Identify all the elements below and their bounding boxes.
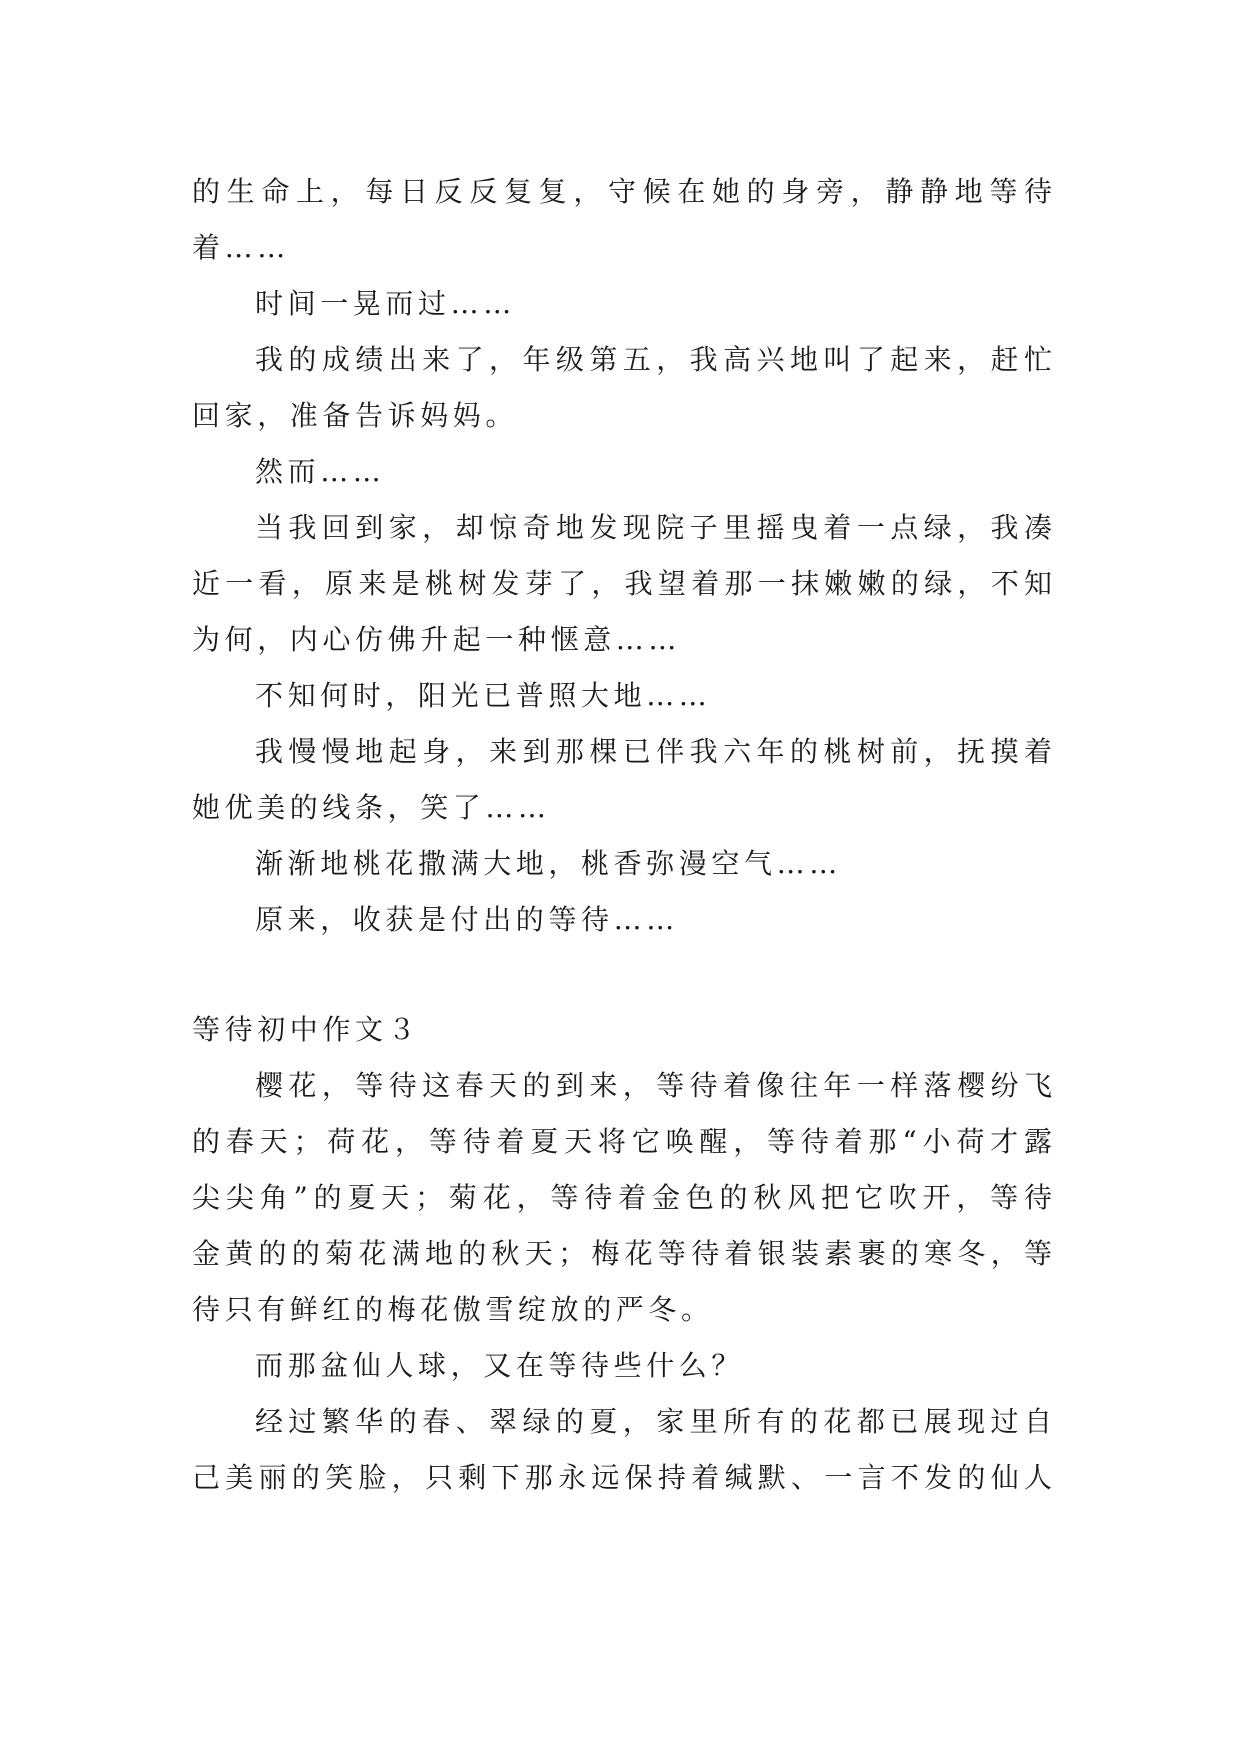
text-line: 时间一晃而过…… [255, 287, 516, 320]
text-line: 的生命上，每日反反复复，守候在她的身旁，静静地等待 [192, 175, 1052, 208]
text-line: 尖尖角”的夏天；菊花，等待着金色的秋风把它吹开，等待 [192, 1181, 1052, 1214]
text-line: 己美丽的笑脸，只剩下那永远保持着缄默、一言不发的仙人 [192, 1461, 1052, 1494]
text-line: 我的成绩出来了，年级第五，我高兴地叫了起来，赶忙 [255, 343, 1052, 376]
text-line: 不知何时，阳光已普照大地…… [255, 679, 712, 712]
text-line: 的春天；荷花，等待着夏天将它唤醒，等待着那“小荷才露 [192, 1125, 1052, 1158]
text-line: 待只有鲜红的梅花傲雪绽放的严冬。 [192, 1293, 714, 1326]
text-line: 然而…… [255, 455, 386, 488]
text-line: 原来，收获是付出的等待…… [255, 903, 679, 936]
section-gap [192, 948, 1052, 1002]
text-line: 当我回到家，却惊奇地发现院子里摇曳着一点绿，我凑 [255, 511, 1052, 544]
text-line: 近一看，原来是桃树发芽了，我望着那一抹嫩嫩的绿，不知 [192, 567, 1052, 600]
text-line: 渐渐地桃花撒满大地，桃香弥漫空气…… [255, 847, 842, 880]
text-line: 着…… [192, 231, 290, 264]
text-line: 而那盆仙人球，又在等待些什么？ [255, 1349, 745, 1382]
text-line: 回家，准备告诉妈妈。 [192, 399, 519, 432]
text-line: 为何，内心仿佛升起一种惬意…… [192, 623, 682, 656]
section-title: 等待初中作文３ [192, 1013, 421, 1046]
text-line: 她优美的线条，笑了…… [192, 791, 551, 824]
text-line: 樱花，等待这春天的到来，等待着像往年一样落樱纷飞 [255, 1069, 1052, 1102]
text-line: 金黄的的菊花满地的秋天；梅花等待着银装素裹的寒冬，等 [192, 1237, 1052, 1270]
text-line: 我慢慢地起身，来到那棵已伴我六年的桃树前，抚摸着 [255, 735, 1052, 768]
document-body [192, 164, 1052, 1506]
text-line: 经过繁华的春、翠绿的夏，家里所有的花都已展现过自 [255, 1405, 1052, 1438]
